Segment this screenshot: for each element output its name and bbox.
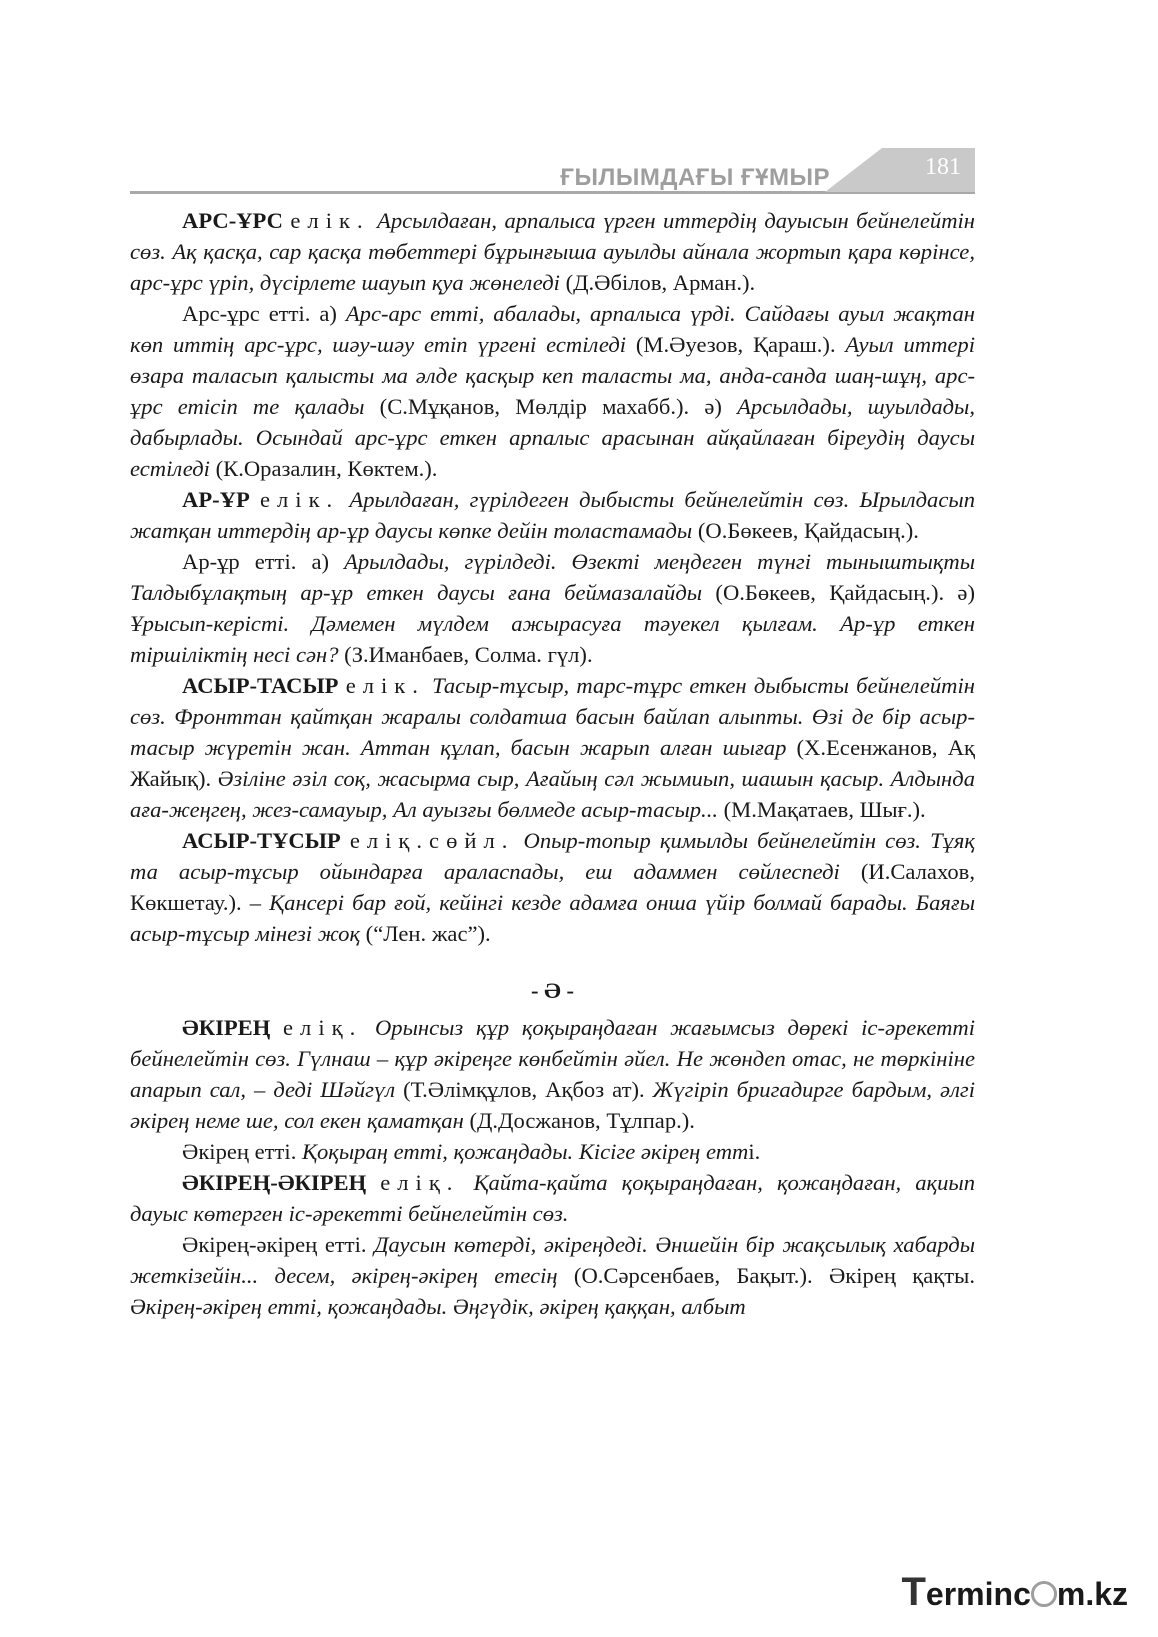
entry-asyr-tusyr [130,825,975,949]
source: (З.Иманбаев, Солма. гүл). [338,642,593,667]
subentry-ars-urs-etti [130,298,975,484]
pos-label: еліқ. [380,1170,460,1195]
pos-label: елік. [345,673,425,698]
running-title: ҒЫЛЫМДАҒЫ ҒҰМЫР [560,164,830,191]
source: (О.Бөкеев, Қайдасың.). ә) [702,580,975,605]
entry-ars-urs [130,205,975,298]
headword: ӘКІРЕҢ [182,1015,271,1040]
subentry-lead: Ар-ұр етті. а) [182,549,345,574]
headword: ӘКІРЕҢ-ӘКІРЕҢ [182,1170,367,1195]
subentry-lead: Әкірең-әкірең етті. [182,1232,375,1257]
entry-akiren [130,1012,975,1136]
pos-label: елік. [290,208,370,233]
source: (С.Мұқанов, Мөлдір махабб.). ә) [364,394,738,419]
definition: Ұрысып-керісті. Дәмемен мүлдем ажырасуға тәуекел қылғам. Ар-ұр еткен тіршіліктің несі сән? [130,611,975,667]
definition: Қайта-қайта қоқыраңдаған, қожаңдаған, ақиып дауыс көтерген іс-әрекетті бейнелейтін сөз. [130,1170,976,1226]
definition: Қансері бар ғой, кейінгі кезде адамға онша үйір болмай барады. Баяғы асыр-тұсыр мінезі жоқ [130,890,976,946]
entry-asyr-tasyr [130,670,975,825]
definition: Арылдады, гүрілдеді. Өзекті меңдеген түнгі тыныштықты Талдыбұлақтың ар-ұр еткен даусы ғана беймазалайды [130,549,976,605]
termincom-logo [901,1570,1128,1615]
source: (Д.Досжанов, Тұлпар.). [463,1108,695,1133]
subentry-lead: Әкірең етті. [182,1139,302,1164]
pos-label: еліқ.сөйл. [349,828,515,853]
magnifier-icon [1031,1581,1057,1607]
source: (Т.Әлімқұлов, Ақбоз ат). [395,1077,653,1102]
definition: Қоқыраң етті, қожаңдады. Кісіге әкірең етт [302,1139,749,1164]
definition-tail: і. [748,1139,761,1164]
entry-ar-ur [130,484,975,546]
subentry-akiren-akiren-etti [130,1229,975,1322]
definition: Орынсыз құр қоқыраңдаған жағымсыз дөрекі іс-әрекетті бейнелейтін сөз. Гүлнаш – құр әкіреңге көнбейтін әйел. Не жөндеп отас, не төркініне апарып сал, – деді Шәйгүл [130,1015,975,1102]
definition: Ауыл иттері өзара таласып қалысты ма әлде қасқыр кеп таласты ма, анда-санда шаң-шұң, арс-ұрс етісіп те қалады [130,332,975,419]
logo-text-end: m.kz [1056,1576,1128,1612]
subentry-lead: Арс-ұрс етті. а) [182,301,346,326]
definition: Әзіліне әзіл соқ, жасырма сыр, Ағайың сәл жымиып, шашын қасыр. Алдында аға-жеңгең, жез-самауыр, Ал ауызғы бөлмеде асыр-тасыр... [130,766,975,822]
source: (И.Салахов, Көкшетау.). – [130,859,975,915]
running-header [130,148,975,194]
pos-label: елік. [259,487,340,512]
definition: Арсылдады, шуылдады, дабырлады. Осындай арс-ұрс еткен арпалыс арасынан айқайлаған біреудің даусы естіледі [130,394,975,481]
headword: АСЫР-ТҰСЫР [182,828,341,853]
subentry-akiren-etti [130,1136,975,1167]
source: (О.Бөкеев, Қайдасың.). [692,518,919,543]
logo-letter: T [901,1570,926,1614]
definition: Опыр-топыр қимылды бейнелейтін сөз. Тұяқ та асыр-тұсыр ойындарға араласпады, еш адаммен сөйлеспеді [130,828,976,884]
definition: Жүгіріп бригадирге бардым, әлгі әкірең неме ше, сол екен қаматқан [130,1077,976,1133]
source: (М.Әуезов, Қараш.). [626,332,846,357]
source: (Х.Есенжанов, Ақ Жайық). [130,735,975,791]
headword: АРС-ҰРС [182,208,283,233]
entry-akiren-akiren [130,1167,975,1229]
source: (О.Сәрсенбаев, Бақыт.). Әкірең қақты. [557,1263,975,1288]
definition: Арсылдаған, арпалыса үрген иттердің дауысын бейнелейтін сөз. Ақ қасқа, сар қасқа төбеттері бұрынғыша ауылды айнала жортып қара көрінсе, арс-ұрс үріп, дүсірлете шауып қуа жөнеледі [130,208,975,295]
definition: Тасыр-тұсыр, тарс-тұрс еткен дыбысты бейнелейтін сөз. Фронттан қайтқан жаралы солдатша басын байлап алыпты. Өзі де бір асыр-тасыр жүретін жан. Аттан құлап, басын жарып алған шығар [130,673,975,760]
definition: Арылдаған, гүрілдеген дыбысты бейнелейтін сөз. Ырылдасып жатқан иттердің ар-ұр даусы көпке дейін толастамады [130,487,975,543]
pos-label: еліқ. [283,1015,363,1040]
source: (К.Оразалин, Көктем.). [209,456,438,481]
headword: АСЫР-ТАСЫР [182,673,339,698]
section-heading: - Ә - [530,978,575,1003]
source: (“Лен. жас”). [360,921,491,946]
source: (М.Мақатаев, Шығ.). [718,797,926,822]
dictionary-text [130,205,975,1322]
page-number: 181 [925,154,961,180]
definition: Арс-арс етті, абалады, арпалыса үрді. Сайдағы ауыл жақтан көп иттің арс-ұрс, шәу-шәу етіп үргені естіледі [130,301,975,357]
definition: Даусын көтерді, әкіреңдеді. Әншейін бір жақсылық хабарды жеткізейін... десем, әкірең-әкірең етесің [130,1232,975,1288]
subentry-ar-ur-etti [130,546,975,670]
source: (Д.Әбілов, Арман.). [559,270,756,295]
definition: Әкірең-әкірең етті, қожаңдады. Әңгүдік, әкірең қаққан, албыт [130,1294,746,1319]
headword: АР-ҰР [182,487,250,512]
logo-text: erminc [925,1576,1031,1612]
